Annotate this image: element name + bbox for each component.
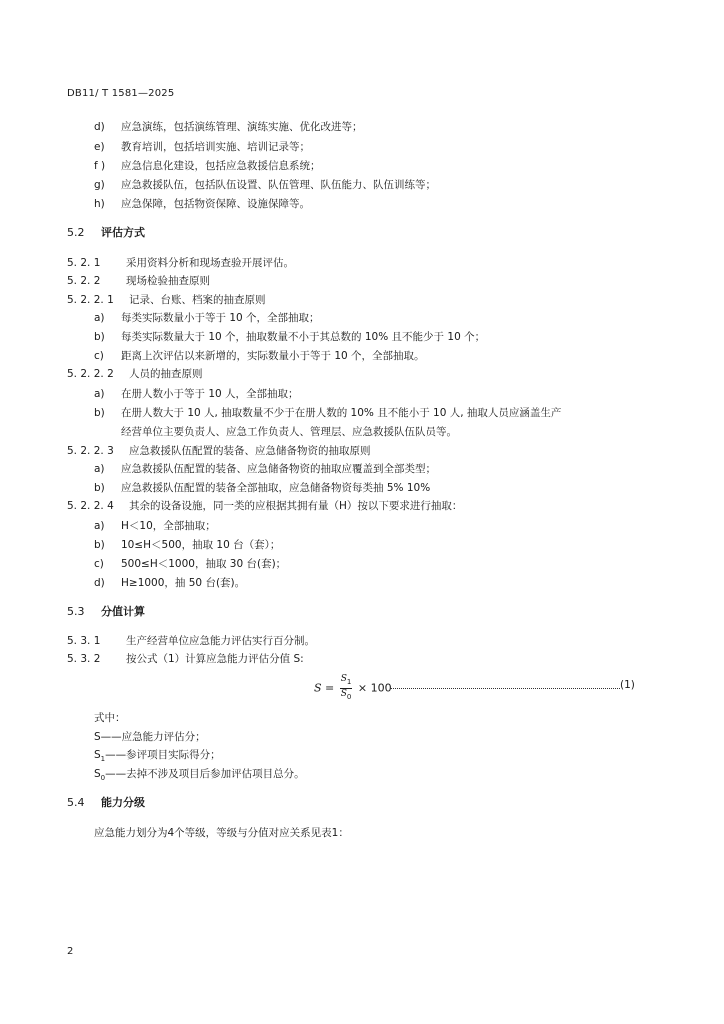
list-item bbox=[94, 120, 363, 134]
clause-5-3-1 bbox=[67, 634, 315, 648]
definition-symbol: S bbox=[94, 749, 101, 761]
definition-line bbox=[94, 767, 305, 785]
clause-number: 5. 2. 2. 3 bbox=[67, 445, 114, 457]
list-item bbox=[94, 178, 436, 192]
list-item bbox=[94, 349, 425, 363]
list-item bbox=[94, 387, 299, 401]
list-text: 每类实际数量大于 10 个，抽取数量不小于其总数的 10% 且不能少于 10 个； bbox=[121, 331, 486, 343]
list-text: 应急演练，包括演练管理、演练实施、优化改进等； bbox=[121, 121, 363, 133]
clause-5-3-2 bbox=[67, 652, 304, 666]
list-text: 应急救援队伍配置的装备全部抽取，应急储备物资每类抽 5% 10% bbox=[121, 482, 431, 494]
list-marker: d) bbox=[94, 121, 105, 133]
clause-number: 5. 2. 1 bbox=[67, 257, 101, 269]
list-marker: h) bbox=[94, 198, 105, 210]
list-text: 在册人数大于 10 人, 抽取数量不少于在册人数的 10% 且不能小于 10 人, 抽取人员应涵盖生产 bbox=[121, 407, 562, 419]
list-marker: e) bbox=[94, 141, 105, 153]
definition-symbol: S bbox=[94, 768, 101, 780]
clause-text: 记录、台账、档案的抽查原则 bbox=[129, 294, 266, 306]
formula-denominator: S bbox=[340, 688, 347, 699]
list-item bbox=[94, 140, 310, 154]
list-item bbox=[94, 557, 286, 571]
list-item bbox=[94, 406, 561, 420]
formula-numerator: S bbox=[340, 674, 347, 684]
formula-fraction bbox=[340, 674, 353, 703]
section-heading-5-2 bbox=[67, 226, 145, 240]
list-text: 应急信息化建设，包括应急救援信息系统； bbox=[121, 160, 321, 172]
definition-line bbox=[94, 730, 206, 748]
list-text: 应急救援队伍配置的装备、应急储备物资的抽取应覆盖到全部类型； bbox=[121, 463, 436, 475]
list-item bbox=[94, 197, 310, 211]
list-text: 应急保障，包括物资保障、设施保障等。 bbox=[121, 198, 310, 210]
clause-5-2-2-2 bbox=[67, 367, 203, 381]
list-marker: c) bbox=[94, 350, 104, 362]
list-marker: a) bbox=[94, 312, 105, 324]
section-title: 评估方式 bbox=[101, 226, 145, 239]
list-text: 每类实际数量小于等于 10 个，全部抽取； bbox=[121, 312, 320, 324]
clause-text: 应急救援队伍配置的装备、应急储备物资的抽取原则 bbox=[129, 445, 371, 457]
clause-text: 生产经营单位应急能力评估实行百分制。 bbox=[126, 635, 315, 647]
clause-5-2-2 bbox=[67, 274, 210, 288]
list-text: 10≤H＜500，抽取 10 台（套）； bbox=[121, 539, 281, 551]
list-text: H＜10，全部抽取； bbox=[121, 520, 216, 532]
section-heading-5-3 bbox=[67, 605, 145, 619]
document-code-header: DB11/ T 1581—2025 bbox=[67, 88, 175, 99]
section-number: 5.4 bbox=[67, 796, 85, 809]
definition-symbol: S bbox=[94, 731, 101, 743]
definition-line bbox=[94, 748, 221, 766]
formula-lhs: S = bbox=[314, 681, 335, 695]
clause-text: 人员的抽查原则 bbox=[129, 368, 203, 380]
list-marker: a) bbox=[94, 520, 105, 532]
list-marker: b) bbox=[94, 539, 105, 551]
list-text: 教育培训，包括培训实施、培训记录等； bbox=[121, 141, 310, 153]
formula-rhs: × 100 bbox=[357, 681, 392, 695]
paragraph-5-4: 应急能力划分为4个等级，等级与分值对应关系见表1： bbox=[94, 827, 349, 839]
section-number: 5.3 bbox=[67, 605, 85, 618]
definition-symbol-sub: 1 bbox=[100, 755, 106, 764]
list-item bbox=[94, 519, 216, 533]
list-item bbox=[94, 481, 430, 495]
formula-numerator-sub: 1 bbox=[346, 677, 352, 686]
list-text: 在册人数小于等于 10 人，全部抽取； bbox=[121, 388, 299, 400]
list-marker: g) bbox=[94, 179, 105, 191]
clause-5-2-2-1 bbox=[67, 293, 266, 307]
list-marker: f ) bbox=[94, 160, 106, 172]
clause-5-2-2-4 bbox=[67, 499, 462, 513]
definition-symbol-sub: 0 bbox=[100, 774, 106, 783]
section-number: 5.2 bbox=[67, 226, 85, 239]
section-title: 能力分级 bbox=[101, 796, 145, 809]
list-item bbox=[94, 159, 321, 173]
where-label: 式中： bbox=[94, 712, 126, 724]
list-marker: c) bbox=[94, 558, 104, 570]
list-text: 距离上次评估以来新增的，实际数量小于等于 10 个，全部抽取。 bbox=[121, 350, 425, 362]
clause-number: 5. 3. 1 bbox=[67, 635, 101, 647]
section-heading-5-4 bbox=[67, 796, 145, 810]
list-marker: a) bbox=[94, 463, 105, 475]
list-marker: b) bbox=[94, 482, 105, 494]
list-text: 500≤H＜1000，抽取 30 台(套)； bbox=[121, 558, 287, 570]
list-item bbox=[94, 576, 245, 590]
definition-text: ——去掉不涉及项目后参加评估项目总分。 bbox=[105, 768, 305, 780]
page-number: 2 bbox=[67, 946, 74, 957]
list-item bbox=[94, 330, 485, 344]
list-text: 应急救援队伍，包括队伍设置、队伍管理、队伍能力、队伍训练等； bbox=[121, 179, 436, 191]
list-marker: d) bbox=[94, 577, 105, 589]
list-marker: b) bbox=[94, 407, 105, 419]
clause-number: 5. 2. 2 bbox=[67, 275, 101, 287]
clause-number: 5. 2. 2. 4 bbox=[67, 500, 114, 512]
clause-text: 采用资料分析和现场查验开展评估。 bbox=[126, 257, 294, 269]
definition-text: ——参评项目实际得分； bbox=[105, 749, 221, 761]
list-item-continuation: 经营单位主要负责人、应急工作负责人、管理层、应急救援队伍队员等。 bbox=[121, 426, 457, 438]
clause-text: 按公式（1）计算应急能力评估分值 S: bbox=[126, 653, 304, 665]
formula-leader-dots bbox=[390, 686, 620, 689]
list-text: H≥1000，抽 50 台(套)。 bbox=[121, 577, 246, 589]
list-marker: b) bbox=[94, 331, 105, 343]
clause-number: 5. 3. 2 bbox=[67, 653, 101, 665]
section-title: 分值计算 bbox=[101, 605, 145, 618]
list-item bbox=[94, 311, 320, 325]
clause-5-2-1 bbox=[67, 256, 294, 270]
list-marker: a) bbox=[94, 388, 105, 400]
list-item bbox=[94, 462, 436, 476]
clause-number: 5. 2. 2. 2 bbox=[67, 368, 114, 380]
list-item bbox=[94, 538, 280, 552]
clause-5-2-2-3 bbox=[67, 444, 371, 458]
clause-text: 其余的设备设施，同一类的应根据其拥有量（H）按以下要求进行抽取： bbox=[129, 500, 463, 512]
equation-number: (1) bbox=[620, 679, 635, 691]
clause-text: 现场检验抽查原则 bbox=[126, 275, 210, 287]
formula-denominator-sub: 0 bbox=[346, 692, 352, 701]
formula-1 bbox=[314, 674, 392, 704]
definition-text: ——应急能力评估分； bbox=[100, 731, 206, 743]
clause-number: 5. 2. 2. 1 bbox=[67, 294, 114, 306]
